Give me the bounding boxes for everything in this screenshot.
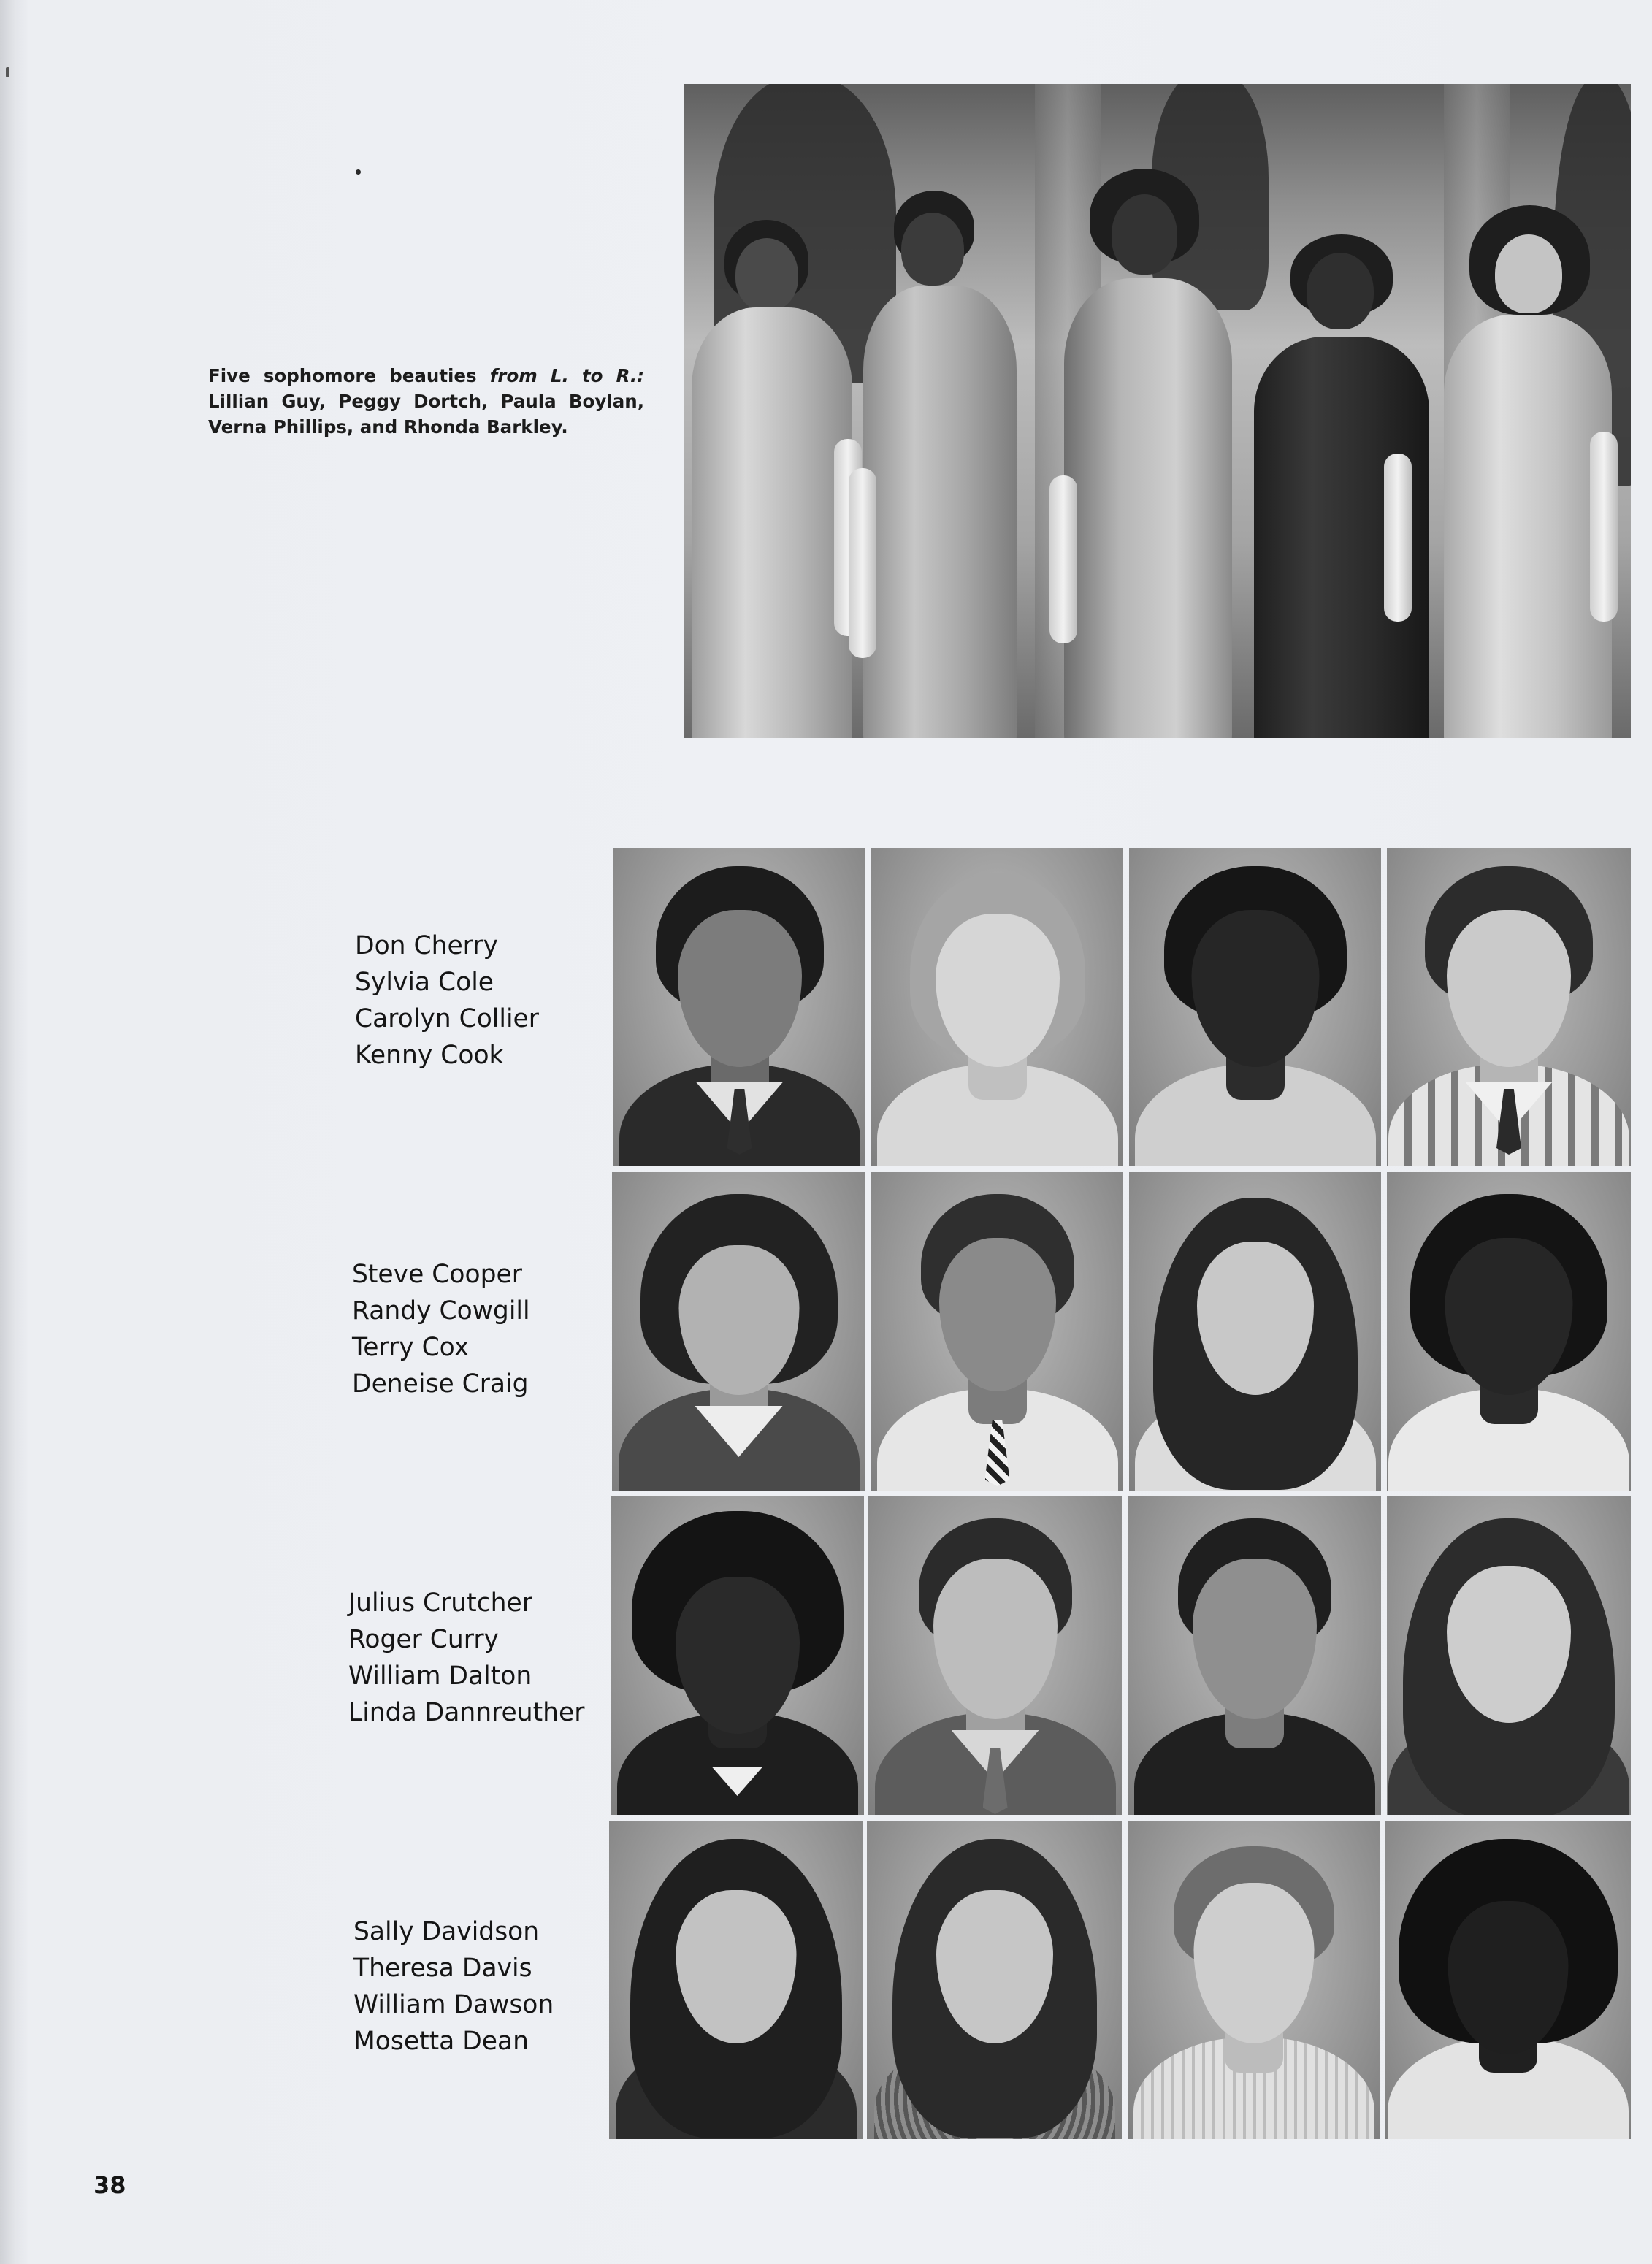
student-portrait [1128,1496,1381,1815]
student-name: Sally Davidson [353,1917,540,1946]
student-portrait [1387,1172,1631,1491]
group-photo-caption [208,363,644,440]
student-name: Carolyn Collier [355,1004,539,1033]
name-list-row-2 [352,1256,530,1402]
student-name: Randy Cowgill [352,1296,530,1326]
student-name: William Dawson [353,1990,554,2019]
caption-lead: Five sophomore beauties [208,365,490,386]
student-portrait [612,1172,865,1491]
group-photo [684,84,1631,738]
student-portrait [868,1496,1122,1815]
student-name: Steve Cooper [352,1260,522,1289]
student-portrait [871,1172,1123,1491]
student-portrait [1385,1821,1631,2139]
group-photo-person-3 [1049,169,1239,738]
group-photo-person-1 [684,220,860,738]
print-speck [6,67,9,77]
group-photo-person-4 [1247,234,1437,738]
student-portrait [1128,1821,1380,2139]
student-name: Linda Dannreuther [348,1698,585,1727]
student-name: Don Cherry [355,931,498,960]
page-binding-edge [0,0,16,2264]
student-name: William Dalton [348,1661,532,1691]
page-number: 38 [93,2171,126,2199]
student-portrait [1129,1172,1381,1491]
name-list-row-1 [355,928,539,1074]
student-portrait [1129,848,1381,1166]
student-name: Julius Crutcher [348,1588,532,1618]
student-portrait [867,1821,1122,2139]
caption-rest: Lillian Guy, Peggy Dortch, Paula Boylan, Verna Phillips, and Rhonda Barkley. [208,391,644,437]
student-portrait [611,1496,864,1815]
student-portrait [609,1821,863,2139]
student-name: Mosetta Dean [353,2027,529,2056]
caption-emphasis: from L. to R.: [489,365,644,386]
student-name: Kenny Cook [355,1041,504,1070]
group-photo-person-5 [1437,205,1626,738]
student-name: Deneise Craig [352,1369,529,1399]
name-list-row-3 [348,1585,584,1731]
student-name: Terry Cox [352,1333,470,1362]
group-photo-person-2 [841,191,1024,738]
student-portrait [1387,848,1631,1166]
student-name: Roger Curry [348,1625,499,1654]
student-name: Theresa Davis [353,1954,532,1983]
student-portrait [613,848,865,1166]
name-list-row-4 [353,1913,554,2060]
print-speck [356,169,361,175]
student-name: Sylvia Cole [355,968,494,997]
student-portrait [871,848,1123,1166]
student-portrait [1387,1496,1631,1815]
